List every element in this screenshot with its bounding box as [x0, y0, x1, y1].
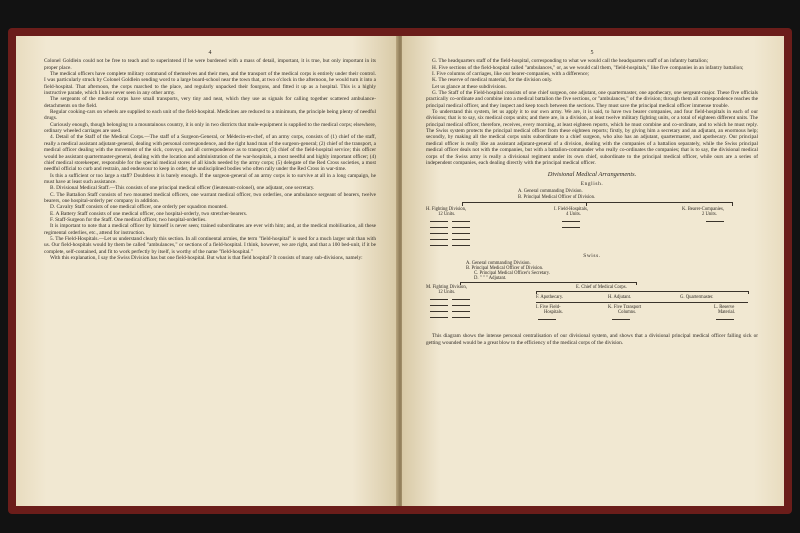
diagram-unit-mark — [452, 245, 470, 246]
paragraph: Curiously enough, though belonging to a mountainous country, it is only in two districts that mule-equipment is supplied to the medical corps; elsewhere, ordinary wheeled carriages are used. — [44, 121, 376, 135]
paragraph: H. Five sections of the field-hospital called "ambulances," or, as we would call them, "field-hospitals," like five companies in an infantry battalion; — [432, 64, 744, 71]
paragraph: With this explanation, I say the Swiss Division has but one field-hospital. But what is that field hospital? It consists of many sub-divisions, namely: — [50, 255, 363, 261]
paragraph: D. Cavalry Staff consists of one medical officer, one orderly per squadron mounted. — [50, 204, 228, 211]
connector-line — [748, 291, 749, 294]
diagram-unit-mark — [430, 245, 448, 246]
diagram-unit-mark — [612, 319, 630, 320]
paragraph: The medical officers have complete military command of themselves and their men, and the transport of the medical corps is entirely under their control. I was particularly struck by Colonel Goldlein sending word to a large board-school near the town that, at two o'clock in the afternoon, he would turn it into a field-hospital. That afternoon, the corps marched to the place, and regularly unpacked their fourgons, and fitted it up as a hospital. This is a highly instructive parade, which I have never seen in any other army. — [44, 71, 376, 97]
diagram-unit-mark — [430, 305, 448, 306]
diagram-label: E. Chief of Medical Corps. — [576, 285, 627, 291]
diagram-heading-english: English. — [580, 180, 604, 187]
connector-line — [536, 291, 748, 292]
paragraph: Colonel Goldlein could not be free to teach and to superintend if he were burdened with a mass of detail, important, it is true, but only important in its proper place. — [44, 58, 376, 71]
paragraph: Is this a sufficient or too large a staff? Doubtless it is barely enough. If the surgeon-general of an army corps is to survive at all in a long campaign, he must have at least such assistance. — [44, 172, 376, 185]
diagram-unit-mark — [430, 299, 448, 300]
paragraph: I. Five columns of carriages, like our bearer-companies, with a difference; — [432, 71, 590, 78]
diagram-unit-mark — [452, 317, 470, 318]
diagram-label: L. Reserve — [714, 305, 735, 311]
page-number: 4 — [208, 50, 212, 56]
diagram-label: H. Adjutant. — [608, 295, 632, 301]
left-page-text — [44, 50, 376, 261]
diagram-label: A. General commanding Division. — [466, 261, 531, 267]
english-diagram — [426, 189, 758, 251]
diagram-unit-mark — [430, 227, 448, 228]
diagram-unit-mark — [538, 319, 556, 320]
diagram-label: I. Five Field- — [536, 305, 561, 311]
paragraph: C. The Battalion Staff consists of two mounted medical officers, one warrant medical officer, two orderlies, one ambulance sergeant of bearers, twelve bearers, one hospital-orderly per company in addition. — [44, 191, 376, 204]
paragraph: This diagram shows the intense personal centralisation of our divisional system, and shows that a divisional principal medical officer falling sick or getting wounded would be a great blow to the efficiency of the medical corps of the division. — [426, 333, 758, 346]
connector-line — [636, 282, 637, 285]
diagram-label: Hospitals. — [544, 310, 563, 316]
connector-line — [732, 202, 733, 206]
paragraph: G. The Staff of the Field-hospital consists of one chief surgeon, one adjutant, one quartermaster, one apothecary, one sergeant-major. These five officials practically co-ordinate and combine into a medical battalion the five sections, or "ambulances," of the division; through them all correspondence reaches the principal medical officer, and they inspect and keep touch between the sections. They must save the principal medical officer immense trouble. — [426, 90, 758, 109]
diagram-label: B. Principal Medical Officer of Division. — [466, 266, 544, 272]
diagram-unit-mark — [430, 239, 448, 240]
diagram-unit-mark — [430, 233, 448, 234]
paragraph: K. The reserve of medical material, for the division only. — [432, 77, 553, 84]
diagram-unit-mark — [716, 319, 734, 320]
paragraph: Regular cooking-cars on wheels are supplied to each unit of the field-hospital. Medicines are reduced to a minimum, the principle being plenty of needful drugs. — [44, 109, 376, 122]
diagram-label: A. General commanding Division. — [518, 188, 583, 194]
paragraph: 4. Detail of the Staff of the Medical Corps.—The staff of a Surgeon-General, or Médecin-en-chef, of an army corps, consists of (1) chief of the staff, really a medical assistant adjutant-general, dealing with personal correspondence, and the right hand man of the surgeon-general; (2) chief of the transport, a medical officer dealing with the movement of the sick, convoys, and all correspondence as to transport; (3) chief of the field-hospital service; this officer would be assistant quartermaster-general, dealing with the location and administration of the war-hospitals, a most needful and highly important officer; (4) chief medical storekeeper, responsible for the special medical stores of all kinds needed by the army corps; (5) delegate of the Red Cross societies, a most needful official to curb and restrain, and endeavour to keep in order, the undisciplined bodies who often rally under the Red Cross in war-time. — [44, 134, 376, 173]
connector-line — [536, 302, 748, 303]
diagram-label: I. Field-Hospitals, — [554, 206, 588, 212]
diagram-unit-mark — [452, 299, 470, 300]
diagram-unit-mark — [430, 311, 448, 312]
paragraph: B. Divisional Medical Staff.—This consists of one principal medical officer (lieutenant-colonel), one adjutant, one secretary. — [50, 185, 315, 192]
connector-line — [462, 202, 732, 203]
diagram-label: 4 Units. — [566, 211, 581, 217]
diagram-label: C. Principal Medical Officer's Secretary. — [474, 271, 550, 277]
diagram-label: Columns. — [618, 310, 637, 316]
diagram-label: 12 Units. — [438, 290, 456, 296]
diagram-heading-swiss: Swiss. — [583, 252, 601, 259]
right-page — [402, 36, 784, 506]
connector-line — [462, 202, 463, 206]
diagram-unit-mark — [452, 227, 470, 228]
diagram-label: B. Principal Medical Officer of Division. — [518, 194, 596, 200]
swiss-diagram — [426, 261, 758, 331]
connector-line — [586, 202, 587, 206]
diagram-label: Material. — [718, 310, 736, 316]
diagram-unit-mark — [562, 221, 580, 222]
connector-line — [536, 291, 537, 294]
paragraph: To understand this system, let us apply it to our own army. We are, it is said, to have two bearer companies, and four field-hospitals in each of our divisions; that is to say, six medical corps units; and there are, in a division, at least twelve military fighting units, or a total of eighteen different units. The principal medical officer, therefore, receives, every morning, at least eighteen reports, which he must combine and co-ordinate, and to which he must reply. The Swiss system protects the principal medical officer from these eighteen reports; firstly, by giving him a secretary and an adjutant, an enormous help; secondly, by making all the medical corps units subordinate to a chief surgeon, who also has an adjutant, quartermaster, and apothecary. Our principal medical officer is really like an assistant adjutant-general of a division, dealing with the companies of a battalion separately, while the Swiss principal medical officer deals not with the companies, but with a battalion-commander who really co-ordinates the companies; that is to say, the divisional medical corps of the Swiss army is really a divisional regiment under its own chief, subordinate to the principal medical officer, while ours are a series of independent companies, each dealing directly with the principal medical officer. — [426, 109, 758, 166]
paragraph: The sergeants of the medical corps have small transports, very tiny and neat, which they use as signals for calling together scattered ambulance-detachments on the field. — [44, 96, 376, 109]
paragraph: It is important to note that a medical officer by himself is never seen; trained subordinates are ever with him; and, at the medical mobilisation, all these regimental orderlies, etc., attend for instruction. — [44, 223, 376, 236]
left-page — [16, 36, 398, 506]
page-number: 5 — [590, 50, 594, 56]
paragraph: E. A Battery Staff consists of one medical officer, one hospital-orderly, two stretcher-bearers. — [50, 210, 248, 217]
connector-line — [460, 282, 636, 283]
diagram-label: K. Five Transport — [608, 305, 642, 311]
paragraph: G. The headquarters staff of the field-hospital, corresponding to what we would call the headquarters staff of an infantry battalion; — [432, 58, 709, 65]
paragraph: F. Staff-Surgeon for the Staff. One medical officer, two hospital-orderlies. — [50, 216, 207, 223]
diagram-unit-mark — [452, 239, 470, 240]
right-page-text — [426, 50, 758, 346]
diagram-label: H. Fighting Division, — [426, 206, 467, 212]
paragraph: 5. The Field-Hospitals.—Let us understand clearly this section. In all continental armies, the term "field-hospital" is used for a much larger unit than with us. Our field-hospitals would by them be called "ambulances," or sections of a field-hospital. I think, however, we are right, and that a 100 bed-unit, if it be complete, self-contained, and fit to work perfectly by itself, is worthy of the name "field-hospital." — [44, 235, 376, 255]
diagram-unit-mark — [452, 305, 470, 306]
diagram-label: M. Fighting Division, — [426, 285, 467, 291]
paragraph: Let us glance at these subdivisions. — [432, 83, 507, 90]
diagram-unit-mark — [430, 221, 448, 222]
diagram-unit-mark — [452, 233, 470, 234]
diagram-unit-mark — [562, 227, 580, 228]
diagram-unit-mark — [706, 221, 724, 222]
diagram-label: 12 Units. — [438, 211, 456, 217]
diagram-unit-mark — [452, 311, 470, 312]
section-title: Divisional Medical Arrangements. — [547, 171, 637, 179]
diagram-label: D. " " " Adjutant. — [474, 276, 507, 282]
diagram-label: G. Quartermaster. — [680, 295, 714, 301]
diagram-label: 2 Units. — [702, 211, 717, 217]
diagram-label: F. Apothecary. — [536, 295, 564, 301]
diagram-unit-mark — [430, 317, 448, 318]
diagram-label: K. Bearer-Companies, — [682, 206, 724, 212]
diagram-unit-mark — [452, 221, 470, 222]
